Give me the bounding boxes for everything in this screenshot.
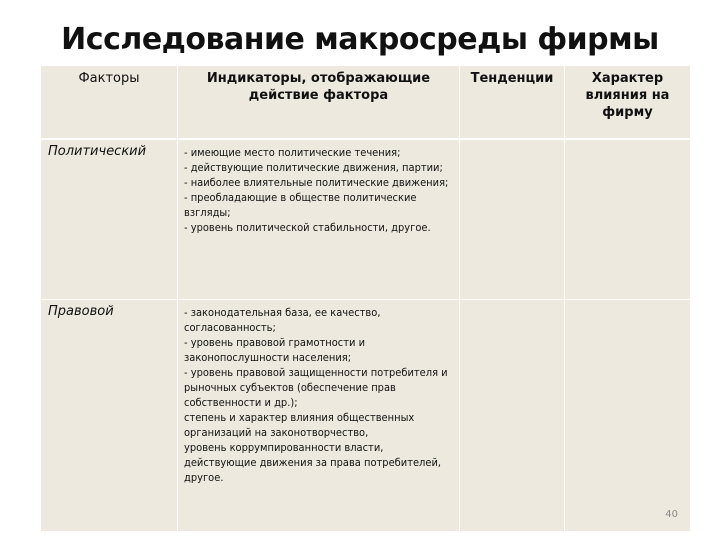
indicator-line: степень и характер влияния общественных организаций на законотворчество, — [184, 410, 415, 439]
trends-cell — [460, 299, 565, 531]
indicators-cell — [178, 139, 460, 299]
indicator-line: действующие движения за права потребителей, — [184, 455, 442, 469]
indicator-line: - уровень политической стабильности, другое. — [184, 221, 431, 234]
indicator-line: - уровень правовой грамотности и законопослушности населения; — [184, 335, 366, 364]
table-header-row — [41, 66, 691, 140]
indicators-cell — [178, 299, 460, 531]
indicator-line: - уровень правовой защищенности потребителя и рыночных субъектов (обеспечение прав собственности и др.); — [184, 365, 448, 409]
page-number: 40 — [665, 509, 678, 520]
impact-cell — [565, 299, 691, 531]
macro-environment-table — [40, 65, 691, 532]
trends-cell — [460, 139, 565, 299]
factor-cell: Правовой — [41, 299, 178, 531]
factor-cell: Политический — [41, 139, 178, 299]
column-header-indicators: Индикаторы, отображающие действие фактора — [178, 66, 460, 140]
impact-cell — [565, 139, 691, 299]
indicator-line: - наиболее влиятельные политические движения; — [184, 176, 449, 189]
column-header-trends: Тенденции — [460, 66, 565, 140]
column-header-impact: Характер влияния на фирму — [565, 66, 691, 140]
slide-title: Исследование макросреды фирмы — [61, 22, 659, 57]
indicator-line: - законодательная база, ее качество, согласованность; — [184, 305, 381, 334]
indicator-line: - имеющие место политические течения; — [184, 146, 401, 159]
table-row — [41, 299, 691, 531]
indicator-line: уровень коррумпированности власти, — [184, 440, 384, 454]
indicator-line: - действующие политические движения, партии; — [184, 161, 443, 174]
indicator-line: - преобладающие в обществе политические взгляды; — [184, 191, 417, 219]
indicator-line: другое. — [184, 470, 224, 484]
table-row — [41, 139, 691, 299]
column-header-factors: Факторы — [41, 66, 178, 140]
